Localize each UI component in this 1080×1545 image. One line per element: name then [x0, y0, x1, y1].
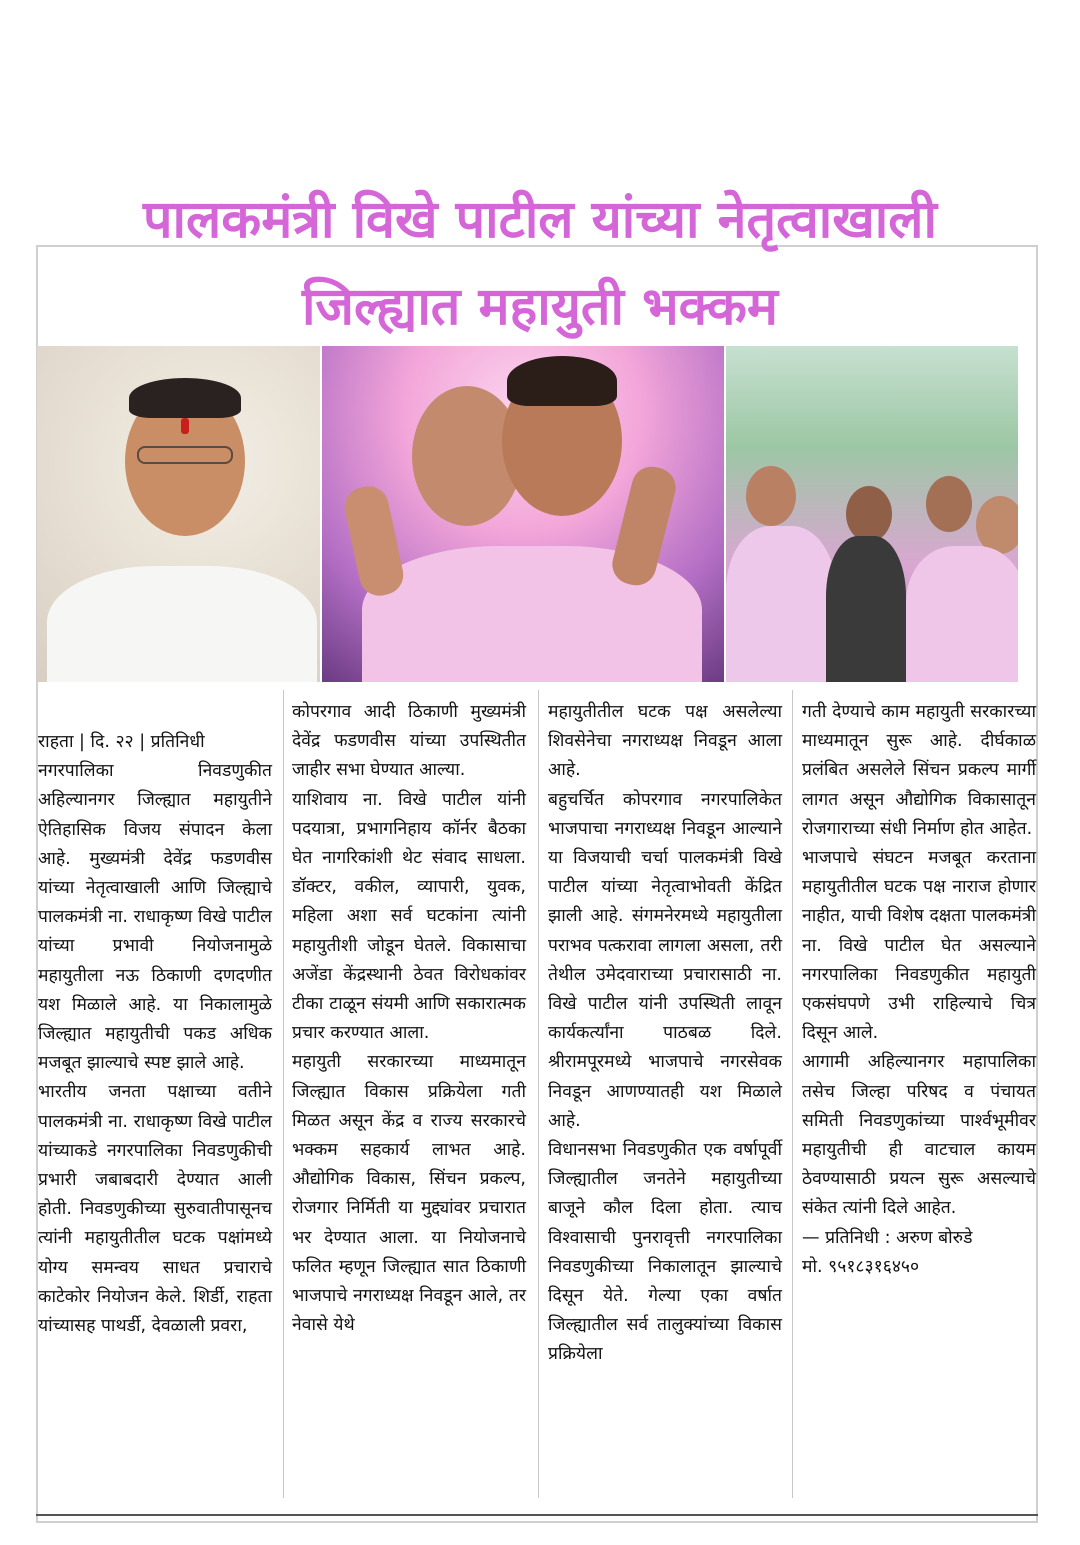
paragraph: बहुचर्चित कोपरगाव नगरपालिकेत भाजपाचा नगराध्यक्ष निवडून आल्याने या विजयाची चर्चा पालकमंत्री विखे पाटील यांच्या नेतृत्वाभोवती केंद्रित झाली आहे. संगमनेरमध्ये महायुतीला पराभव पत्करावा लागला असला, तरी तेथील उमेदवाराच्या प्रचारासाठी ना. विखे पाटील यांनी उपस्थिती लावून कार्यकर्त्यांना पाठबळ दिले. श्रीरामपूरमध्ये भाजपाचे नगरसेवक निवडून आणण्यातही यश मिळाले आहे. — [548, 789, 782, 1131]
photo-leader-portrait — [37, 346, 320, 682]
paragraph: आगामी अहिल्यानगर महापालिका तसेच जिल्हा परिषद व पंचायत समिती निवडणुकांच्या पार्श्वभूमीवर महायुतीची ही वाटचाल कायम ठेवण्यासाठी प्रयत्न सुरू असल्याचे संकेत त्यांनी दिले आहेत. — [802, 1052, 1036, 1219]
paragraph: महायुती सरकारच्या माध्यमातून जिल्ह्यात विकास प्रक्रियेला गती मिळत असून केंद्र व राज्य सरकारचे भक्कम सहकार्य लाभत आहे. औद्योगिक विकास, सिंचन प्रकल्प, रोजगार निर्मिती या मुद्द्यांवर प्रचारात भर देण्यात आला. या नियोजनाचे फलित म्हणून जिल्ह्यात सात ठिकाणी भाजपाचे नगराध्यक्ष निवडून आले, तर नेवासे येथे — [292, 1052, 526, 1336]
bottom-rule — [36, 1514, 1038, 1516]
paragraph: कोपरगाव आदी ठिकाणी मुख्यमंत्री देवेंद्र फडणवीस यांच्या उपस्थितीत जाहीर सभा घेण्यात आल्या. — [292, 702, 526, 781]
contact-number: मो. ९५१८३१६४५० — [802, 1256, 920, 1277]
article-column-1 — [38, 728, 272, 1341]
paragraph: महायुतीतील घटक पक्ष असलेल्या शिवसेनेचा नगराध्यक्ष निवडून आला आहे. — [548, 702, 782, 781]
article-column-3 — [548, 698, 782, 1370]
dateline: राहता | दि. २२ | प्रतिनिधी — [38, 732, 205, 752]
article-column-2 — [292, 698, 526, 1340]
headline-line-1: पालकमंत्री विखे पाटील यांच्या नेतृत्वाखाली — [143, 190, 937, 250]
paragraph: नगरपालिका निवडणुकीत अहिल्यानगर जिल्ह्यात महायुतीने ऐतिहासिक विजय संपादन केला आहे. मुख्यमंत्री देवेंद्र फडणवीस यांच्या नेतृत्वाखाली आणि जिल्ह्याचे पालकमंत्री ना. राधाकृष्ण विखे पाटील यांच्या प्रभावी नियोजनामुळे महायुतीला नऊ ठिकाणी दणदणीत यश मिळाले आहे. या निकालामुळे जिल्ह्यात महायुतीची पकड अधिक मजबूत झाल्याचे स्पष्ट झाले आहे. — [38, 761, 272, 1074]
paragraph: विधानसभा निवडणुकीत एक वर्षापूर्वी जिल्ह्यातील जनतेने महायुतीच्या बाजूने कौल दिला होता. त्याच विश्वासाची पुनरावृत्ती नगरपालिका निवडणुकीच्या निकालातून झाल्याचे दिसून येते. गेल्या एका वर्षात जिल्ह्यातील सर्व तालुक्यांच्या विकास प्रक्रियेला — [548, 1140, 782, 1365]
article-column-4 — [802, 698, 1036, 1282]
column-rule — [792, 690, 793, 1498]
photo-supporters-crowd — [726, 346, 1018, 682]
column-rule — [538, 690, 539, 1498]
paragraph: गती देण्याचे काम महायुती सरकारच्या माध्यमातून सुरू आहे. दीर्घकाळ प्रलंबित असलेले सिंचन प्रकल्प मार्गी लागत असून औद्योगिक विकासातून रोजगाराच्या संधी निर्माण होत आहेत. — [802, 702, 1036, 839]
paragraph: भारतीय जनता पक्षाच्या वतीने पालकमंत्री ना. राधाकृष्ण विखे पाटील यांच्याकडे नगरपालिका निवडणुकीची प्रभारी जबाबदारी देण्यात आली होती. निवडणुकीच्या सुरुवातीपासूनच त्यांनी महायुतीतील घटक पक्षांमध्ये योग्य समन्वय साधत प्रचाराचे काटेकोर नियोजन केले. शिर्डी, राहता यांच्यासह पाथर्डी, देवळाली प्रवरा, — [38, 1082, 272, 1337]
headline-line-2: जिल्ह्यात महायुती भक्कम — [301, 277, 779, 337]
byline: — प्रतिनिधी : अरुण बोरुडे — [802, 1227, 973, 1248]
paragraph: भाजपाचे संघटन मजबूत करताना महायुतीतील घटक पक्ष नाराज होणार नाहीत, याची विशेष दक्षता पालकमंत्री ना. विखे पाटील घेत असल्याने नगरपालिका निवडणुकीत महायुती एकसंघपणे उभी राहिल्याचे चित्र दिसून आले. — [802, 848, 1036, 1044]
column-rule — [283, 690, 284, 1498]
paragraph: याशिवाय ना. विखे पाटील यांनी पदयात्रा, प्रभागनिहाय कॉर्नर बैठका घेत नागरिकांशी थेट संवाद साधला. डॉक्टर, वकील, व्यापारी, युवक, महिला अशा सर्व घटकांना त्यांनी महायुतीशी जोडून घेतले. विकासाचा अजेंडा केंद्रस्थानी ठेवत विरोधकांवर टीका टाळून संयमी आणि सकारात्मक प्रचार करण्यात आला. — [292, 789, 526, 1044]
photo-victory-celebration — [322, 346, 724, 682]
